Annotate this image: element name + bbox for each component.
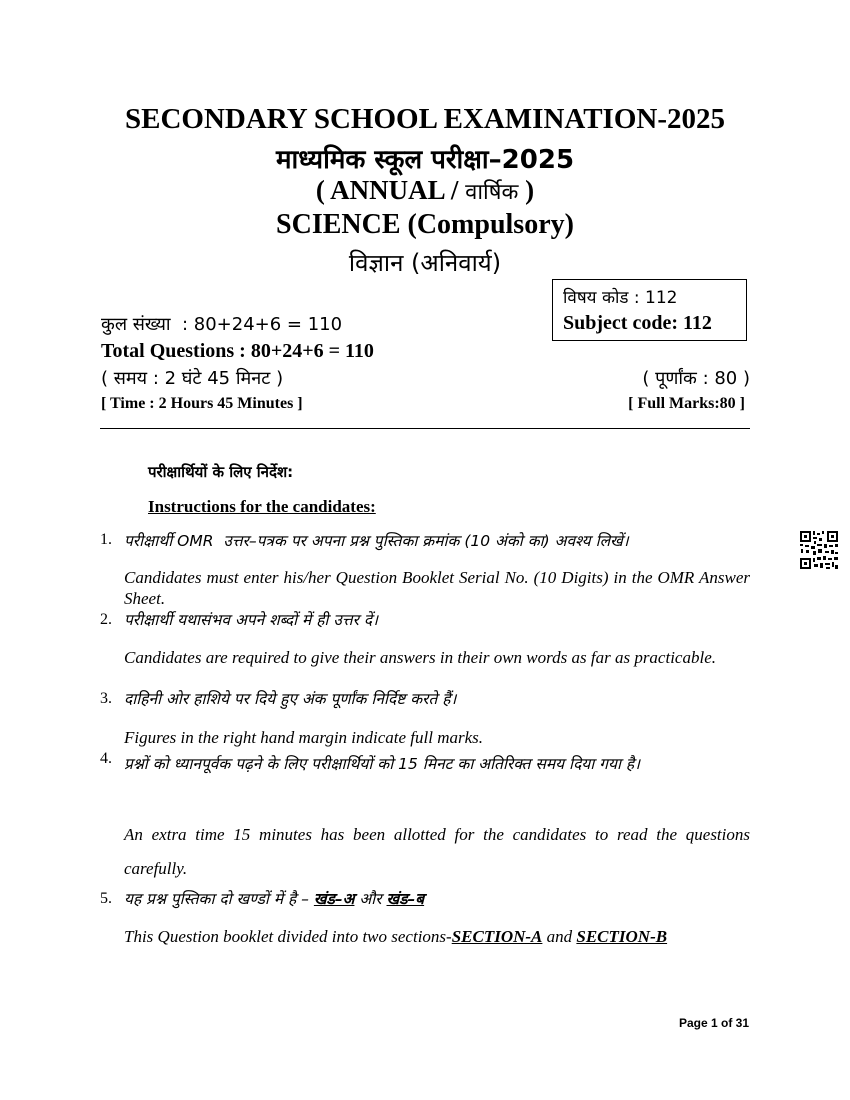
instruction-hindi: प्रश्नों को ध्यानपूर्वक पढ़ने के लिए परीक्षार्थियों को 15 मिनट का अतिरिक्त समय दिया गया है। bbox=[124, 755, 640, 773]
instructions-heading-hindi: परीक्षार्थियों के लिए निर्देश: bbox=[148, 463, 294, 481]
section-a-hindi: खंड–अ bbox=[313, 890, 355, 908]
time-hindi: ( समय : 2 घंटे 45 मिनट ) bbox=[101, 368, 284, 389]
instruction-number: 4. bbox=[100, 750, 112, 767]
instruction-number: 2. bbox=[100, 611, 112, 628]
instruction-english: Candidates must enter his/her Question Booklet Serial No. (10 Digits) in the OMR Answer Sheet. bbox=[124, 568, 750, 608]
instruction-english-and: and bbox=[542, 927, 577, 946]
instruction-hindi bbox=[124, 888, 750, 910]
instruction-hindi: परीक्षार्थी यथासंभव अपने शब्दों में ही उत्तर दें। bbox=[124, 611, 378, 629]
exam-title-hindi: माध्यमिक स्कूल परीक्षा–2025 bbox=[275, 145, 575, 175]
instruction-english-text: This Question booklet divided into two sections- bbox=[124, 927, 452, 946]
instruction-hindi: परीक्षार्थी OMR उत्तर–पत्रक पर अपना प्रश्न पुस्तिका क्रमांक (10 अंको का) अवश्य लिखें। bbox=[124, 532, 629, 550]
page-number: Page 1 of 31 bbox=[678, 1016, 749, 1030]
total-questions-hindi: कुल संख्या : 80+24+6 = 110 bbox=[101, 314, 343, 335]
instructions-heading: Instructions for the candidates: bbox=[148, 497, 376, 516]
subject-title-hindi: विज्ञान (अनिवार्य) bbox=[348, 249, 502, 277]
instruction-number: 1. bbox=[100, 531, 112, 548]
full-marks-hindi: ( पूर्णांक : 80 ) bbox=[642, 368, 750, 389]
subject-code-hindi: विषय कोड : 112 bbox=[563, 288, 678, 308]
instruction-hindi-text: यह प्रश्न पुस्तिका दो खण्डों में है – bbox=[124, 890, 314, 908]
instruction-hindi: दाहिनी ओर हाशिये पर दिये हुए अंक पूर्णांक निर्दिष्ट करते हैं। bbox=[124, 690, 457, 708]
header-divider bbox=[100, 428, 750, 429]
total-questions: Total Questions : 80+24+6 = 110 bbox=[101, 340, 374, 362]
section-b-hindi: खंड–ब bbox=[386, 890, 425, 908]
exam-type-close: ) bbox=[518, 175, 535, 205]
instruction-number: 3. bbox=[100, 690, 112, 707]
subject-code-box bbox=[552, 279, 747, 341]
exam-type-hindi: वार्षिक bbox=[465, 180, 519, 205]
section-b: SECTION-B bbox=[576, 927, 668, 946]
time-allowed: [ Time : 2 Hours 45 Minutes ] bbox=[101, 395, 303, 412]
full-marks: [ Full Marks:80 ] bbox=[628, 395, 745, 412]
exam-type-open: ( ANNUAL / bbox=[315, 175, 466, 205]
instruction-english: Candidates are required to give their answers in their own words as far as practicable. bbox=[124, 648, 716, 667]
instruction-english bbox=[124, 926, 750, 947]
instruction-hindi-and: और bbox=[354, 890, 387, 908]
instruction-number: 5. bbox=[100, 890, 112, 907]
instruction-english: An extra time 15 minutes has been allotted for the candidates to read the questions carefully. bbox=[124, 825, 750, 878]
section-a: SECTION-A bbox=[451, 927, 543, 946]
instruction-english: Figures in the right hand margin indicate full marks. bbox=[124, 728, 484, 747]
subject-title: SCIENCE (Compulsory) bbox=[276, 209, 574, 240]
subject-code: Subject code: 112 bbox=[563, 312, 712, 334]
exam-type bbox=[0, 175, 850, 206]
qr-code-icon bbox=[799, 530, 839, 570]
exam-title: SECONDARY SCHOOL EXAMINATION-2025 bbox=[125, 103, 725, 135]
